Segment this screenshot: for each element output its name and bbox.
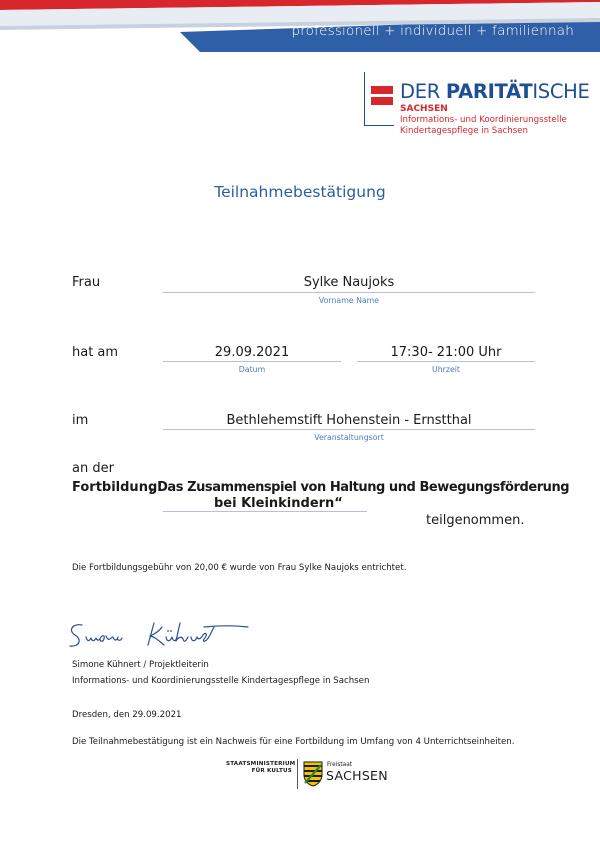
- paritaetische-flag-icon: [371, 86, 393, 105]
- venue-hint: Veranstaltungsort: [314, 433, 384, 442]
- fee-text: Die Fortbildungsgebühr von 20,00 € wurde von Frau Sylke Naujoks entrichtet.: [72, 563, 407, 573]
- course-title-line1: „Das Zusammenspiel von Haltung und Bewegungsförderung: [149, 480, 570, 495]
- course-label-line2: Fortbildung:: [72, 480, 163, 495]
- logo-info: [400, 115, 567, 137]
- header-slogan: professionell + individuell + familiennah: [291, 23, 574, 39]
- freistaat-label: Freistaat: [327, 762, 353, 768]
- venue-value: Bethlehemstift Hohenstein - Ernstthal: [226, 413, 472, 428]
- logo-info-line2: Kindertagespflege in Sachsen: [400, 126, 528, 136]
- ministry-line1: STAATSMINISTERIUM: [226, 761, 296, 767]
- person-name: Sylke Naujoks: [303, 275, 395, 290]
- logo-region: SACHSEN: [400, 104, 448, 114]
- page-title: Teilnahmebestätigung: [214, 183, 386, 201]
- date-line: [163, 361, 341, 362]
- ministry-logo-text: [226, 761, 296, 775]
- time-value: 17:30- 21:00 Uhr: [390, 345, 502, 360]
- date-value: 29.09.2021: [214, 345, 290, 360]
- person-name-hint: Vorname Name: [318, 296, 380, 305]
- signatory-name: Simone Kühnert / Projektleiterin: [72, 660, 209, 670]
- place-date: Dresden, den 29.09.2021: [72, 710, 182, 720]
- venue-label: im: [72, 413, 89, 428]
- time-line: [357, 361, 535, 362]
- ministry-line2: FÜR KULTUS: [251, 768, 292, 774]
- logo-info-line1: Informations- und Koordinierungsstelle: [400, 115, 567, 125]
- course-title-line2: bei Kleinkindern“: [214, 496, 343, 511]
- footer-divider: [297, 759, 298, 789]
- signatory-organization: Informations- und Koordinierungsstelle Kindertagespflege in Sachsen: [72, 676, 370, 686]
- course-label-line1: an der: [72, 461, 114, 476]
- proof-text: Die Teilnahmebestätigung ist ein Nachweis für eine Fortbildung im Umfang von 4 Unterrichtseinheiten.: [72, 737, 515, 747]
- date-label: hat am: [72, 345, 119, 360]
- logo-name: DER PARITÄTISCHE: [400, 80, 590, 103]
- date-hint: Datum: [238, 365, 266, 374]
- venue-line: [163, 429, 535, 430]
- sachsen-label: SACHSEN: [326, 768, 388, 783]
- saxony-coat-of-arms-icon: [303, 761, 323, 787]
- person-name-line: [163, 292, 535, 293]
- salutation-label: Frau: [72, 275, 101, 290]
- time-hint: Uhrzeit: [432, 365, 460, 374]
- course-suffix: teilgenommen.: [426, 513, 525, 528]
- signature-image: [66, 615, 256, 655]
- course-line: [163, 511, 367, 512]
